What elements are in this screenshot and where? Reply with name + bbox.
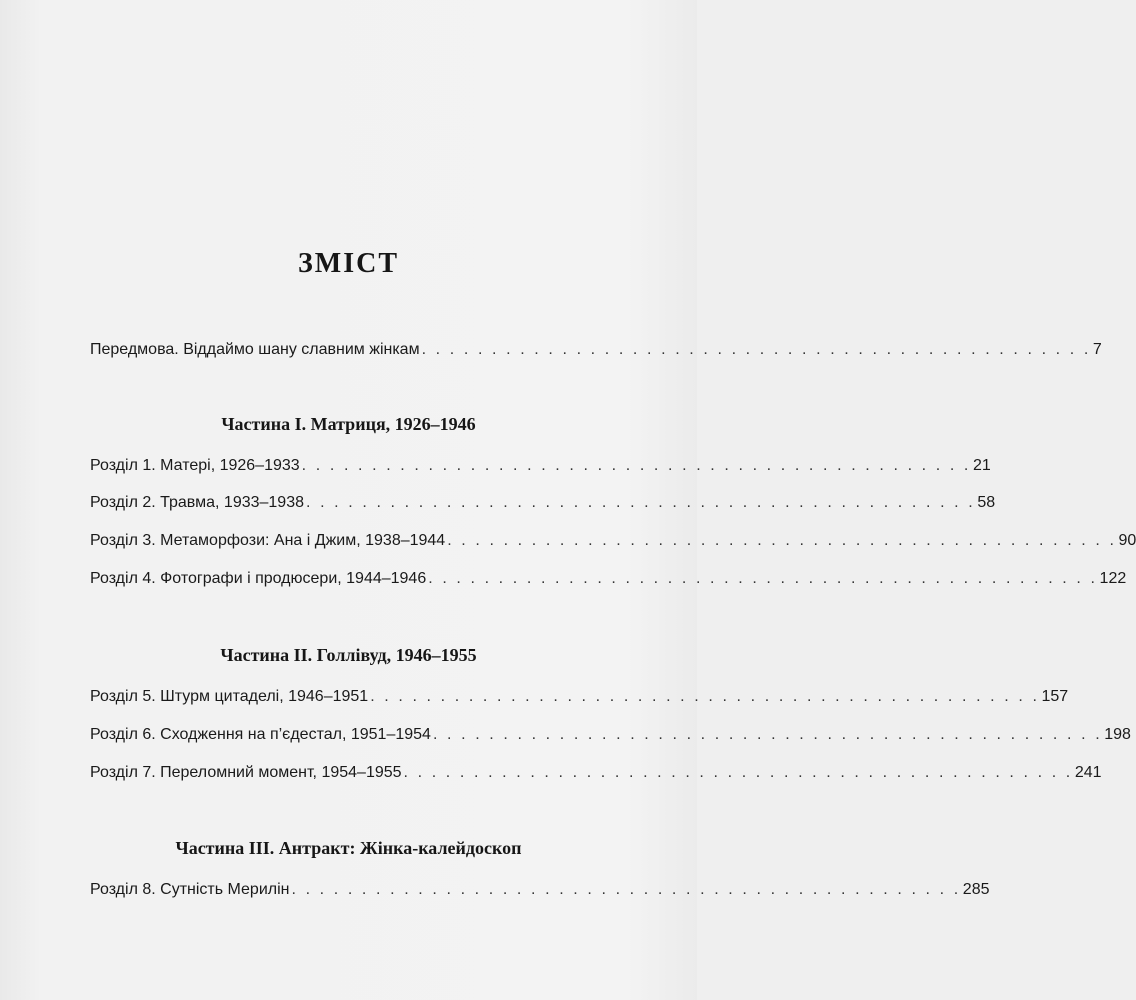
toc-entry-page: 7 [1092, 341, 1102, 358]
toc-entry-chapter-5 [90, 683, 1069, 707]
toc-entry-preface [90, 336, 1102, 360]
part-heading-3: Частина ІІІ. Антракт: Жінка-калейдоскоп [175, 838, 522, 858]
toc-entry-chapter-7 [90, 759, 1102, 783]
toc-entry-chapter-8 [90, 876, 990, 900]
toc-entry-chapter-2 [90, 489, 996, 513]
toc-entry-label: Розділ 5. Штурм цитаделі, 1946–1951 [90, 688, 369, 705]
leader-dots: . . . . . . . . . . . . . . . . . . . . . . . . . . . . . . . . . . . . . . . . . . . . . . . . [370, 688, 1040, 705]
leader-dots: . . . . . . . . . . . . . . . . . . . . . . . . . . . . . . . . . . . . . . . . . . . . . . . . [306, 494, 976, 511]
toc-entry-label: Розділ 1. Матері, 1926–1933 [90, 457, 300, 474]
toc-entry-label: Передмова. Віддаймо шану славним жінкам [90, 341, 420, 358]
toc-entry-page: 198 [1104, 726, 1131, 743]
part-heading-1: Частина І. Матриця, 1926–1946 [221, 414, 476, 434]
leader-dots: . . . . . . . . . . . . . . . . . . . . . . . . . . . . . . . . . . . . . . . . . . . . . . . . [447, 532, 1117, 549]
leader-dots: . . . . . . . . . . . . . . . . . . . . . . . . . . . . . . . . . . . . . . . . . . . . . . . . [301, 457, 971, 474]
toc-entry-label: Розділ 7. Переломний момент, 1954–1955 [90, 764, 402, 781]
toc-entry-page: 90 [1118, 532, 1136, 549]
leader-dots: . . . . . . . . . . . . . . . . . . . . . . . . . . . . . . . . . . . . . . . . . . . . . . . . [428, 570, 1098, 587]
toc-entry-chapter-6 [90, 721, 1131, 745]
toc-entry-label: Розділ 6. Сходження на п’єдестал, 1951–1954 [90, 726, 431, 743]
page-title: ЗМІСТ [298, 248, 399, 279]
toc-entry-chapter-3 [90, 527, 1136, 551]
toc-entry-label: Розділ 2. Травма, 1933–1938 [90, 494, 304, 511]
toc-entry-label: Розділ 3. Метаморфози: Ана і Джим, 1938–1944 [90, 532, 446, 549]
toc-entry-page: 285 [962, 881, 990, 898]
toc-entry-chapter-1 [90, 452, 991, 476]
leader-dots: . . . . . . . . . . . . . . . . . . . . . . . . . . . . . . . . . . . . . . . . . . . . . . . . [421, 341, 1091, 358]
leader-dots: . . . . . . . . . . . . . . . . . . . . . . . . . . . . . . . . . . . . . . . . . . . . . . . . [432, 726, 1103, 743]
leader-dots: . . . . . . . . . . . . . . . . . . . . . . . . . . . . . . . . . . . . . . . . . . . . . . . . [291, 881, 961, 898]
toc-entry-page: 241 [1074, 764, 1102, 781]
toc-entry-label: Розділ 4. Фотографи і продюсери, 1944–1946 [90, 570, 427, 587]
leader-dots: . . . . . . . . . . . . . . . . . . . . . . . . . . . . . . . . . . . . . . . . . . . . . . . . [403, 764, 1073, 781]
toc-entry-chapter-4 [90, 565, 1127, 589]
toc-entry-page: 122 [1099, 570, 1127, 587]
toc-entry-page: 58 [977, 494, 996, 511]
toc-entry-page: 157 [1041, 688, 1069, 705]
toc-entry-page: 21 [972, 457, 991, 474]
part-heading-2: Частина ІІ. Голлівуд, 1946–1955 [220, 645, 477, 665]
toc-entry-label: Розділ 8. Сутність Мерилін [90, 881, 290, 898]
